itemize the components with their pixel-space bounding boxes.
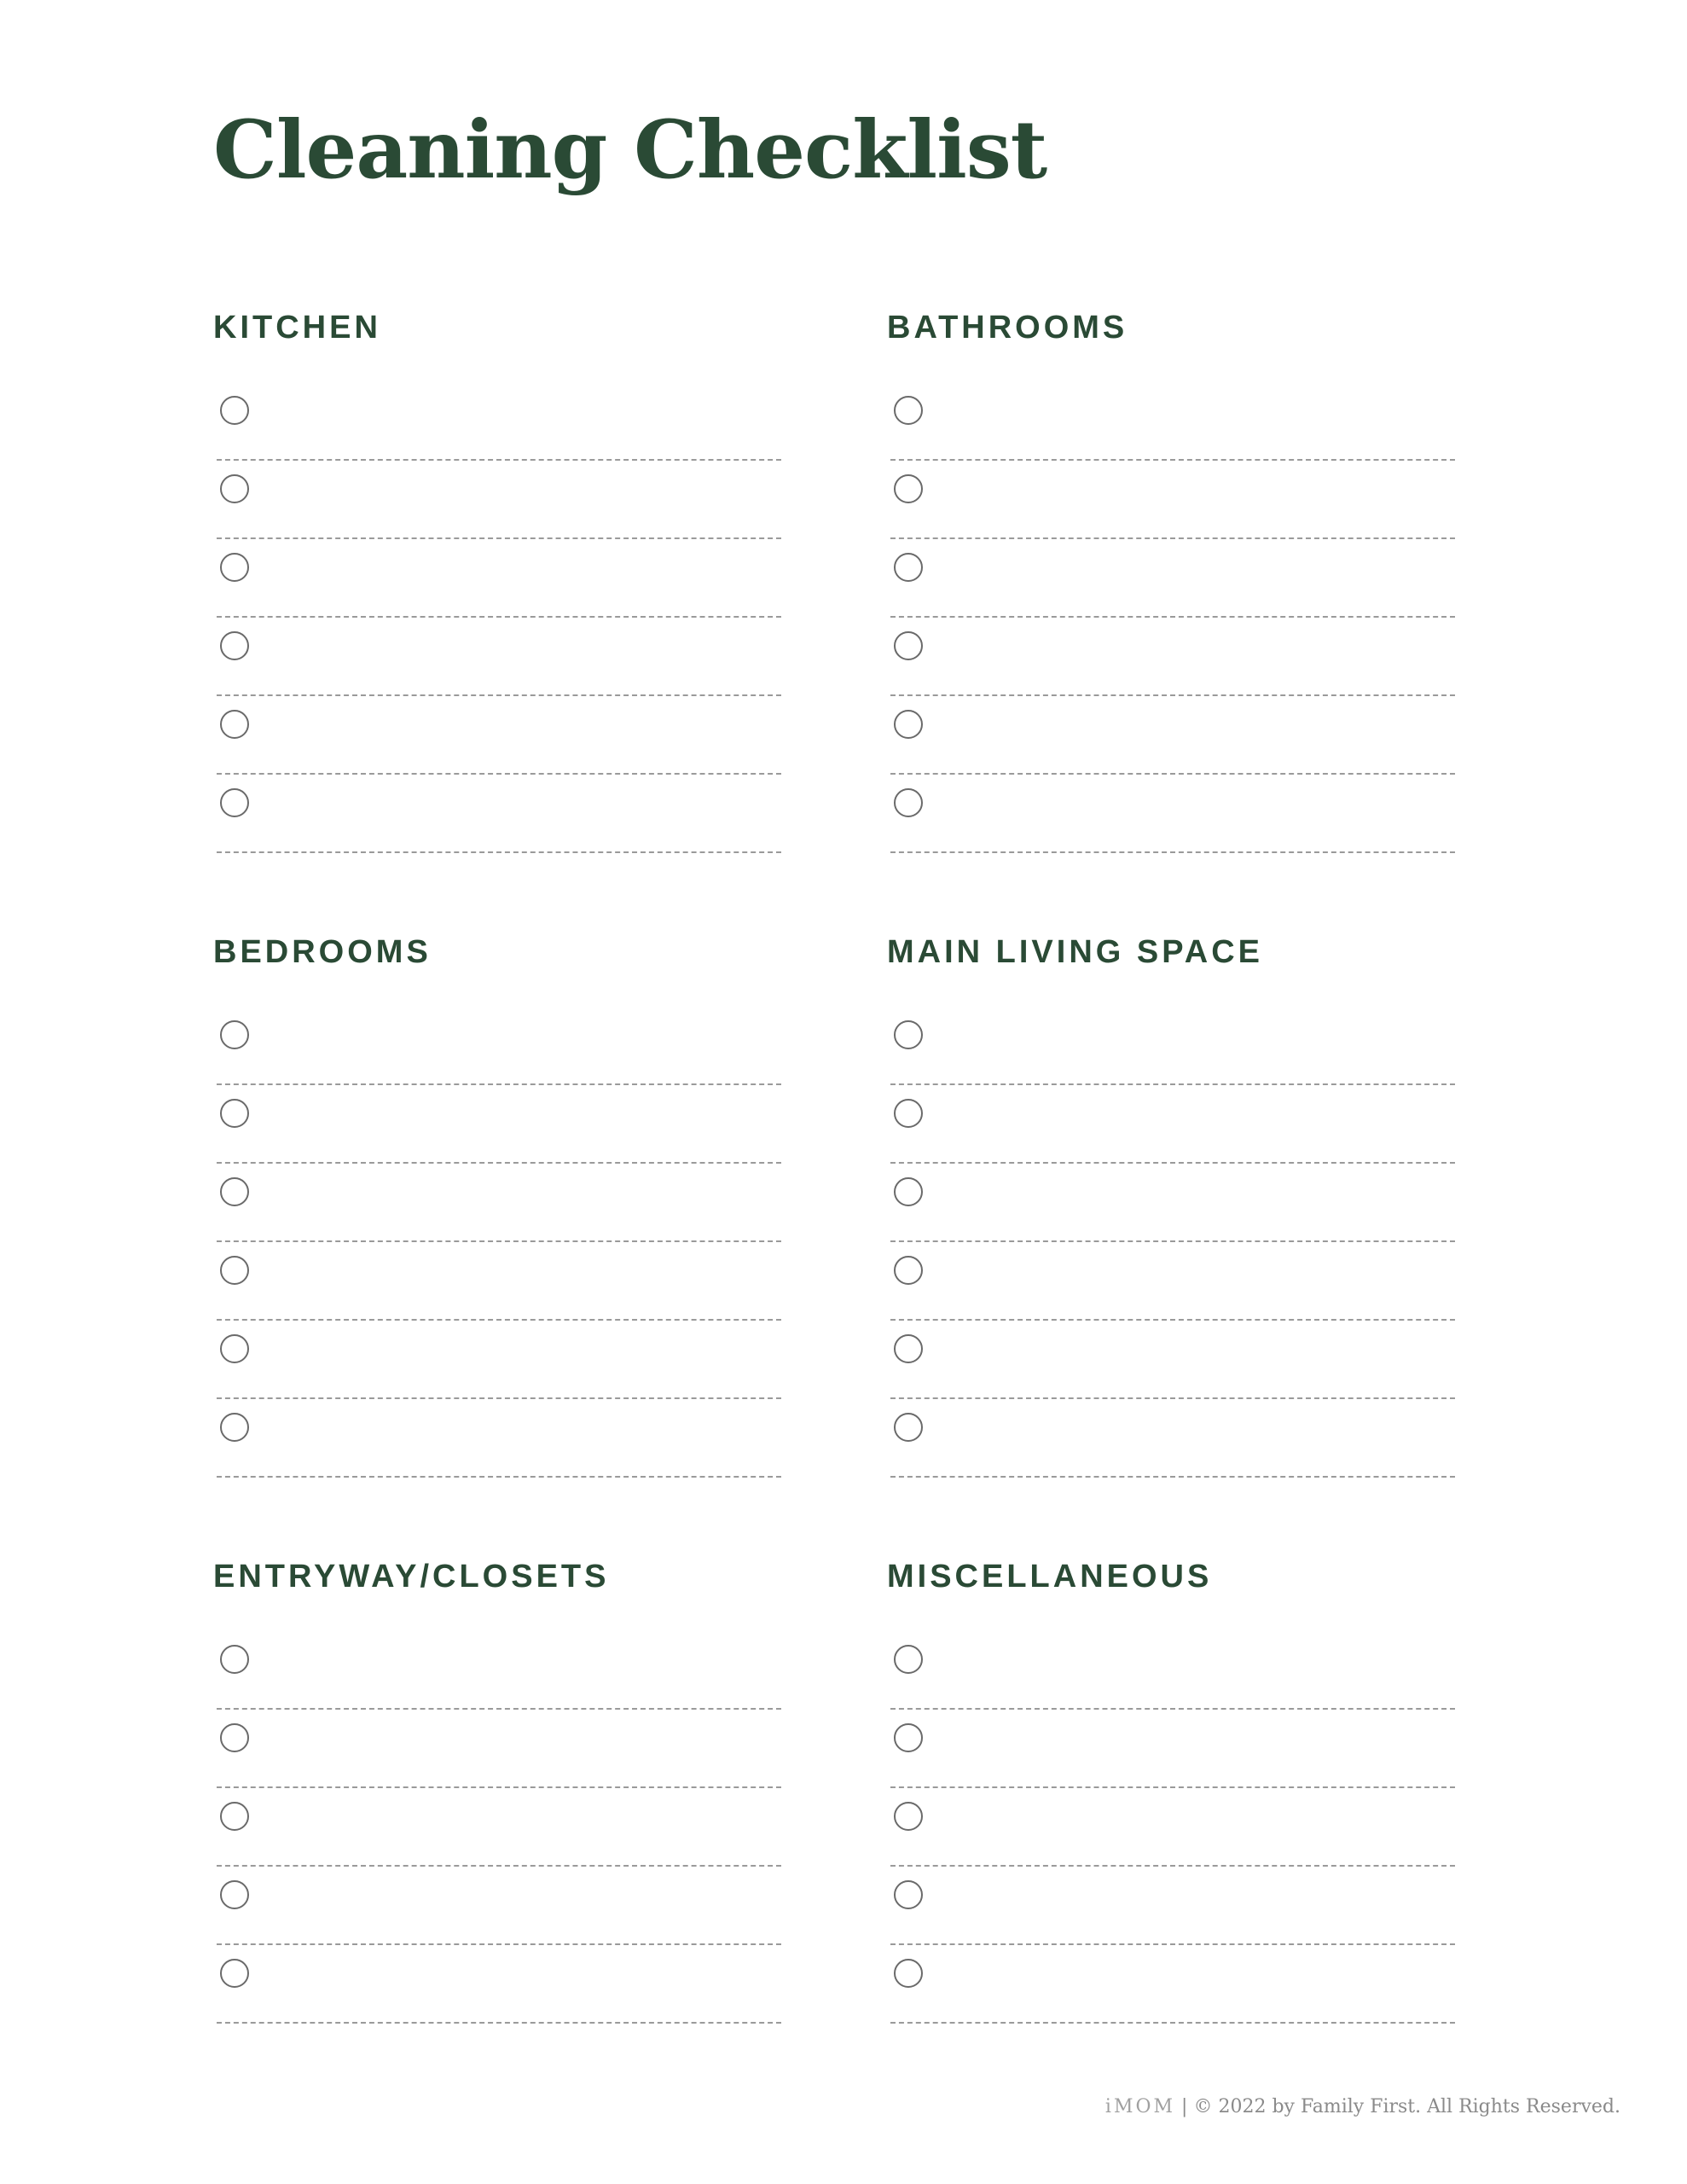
checklist-item: [213, 618, 781, 696]
task-entry-line[interactable]: [938, 783, 1455, 848]
task-entry-line[interactable]: [938, 1875, 1455, 1940]
checklist-item: [887, 1321, 1455, 1399]
checklist-items: [213, 382, 781, 853]
checklist-item: [213, 1164, 781, 1242]
circle-outline-icon[interactable]: [220, 710, 249, 739]
section-bedrooms: [213, 933, 781, 1478]
section-bathrooms: [887, 309, 1455, 853]
circle-outline-icon[interactable]: [894, 474, 923, 503]
task-entry-line[interactable]: [264, 1797, 781, 1862]
dashed-divider: [217, 1476, 781, 1478]
task-entry-line[interactable]: [264, 626, 781, 691]
checklist-item: [213, 1399, 781, 1478]
checklist-item: [213, 1710, 781, 1788]
circle-outline-icon[interactable]: [894, 1177, 923, 1206]
task-entry-line[interactable]: [264, 1094, 781, 1159]
checklist-items: [887, 382, 1455, 853]
task-entry-line[interactable]: [938, 1640, 1455, 1705]
section-miscellaneous: [887, 1558, 1455, 2024]
section-heading: BEDROOMS: [213, 934, 432, 970]
checklist-item: [213, 1085, 781, 1164]
circle-outline-icon[interactable]: [894, 553, 923, 582]
circle-outline-icon[interactable]: [220, 1020, 249, 1049]
checklist-item: [887, 1788, 1455, 1867]
task-entry-line[interactable]: [264, 1251, 781, 1316]
section-heading: ENTRYWAY/CLOSETS: [213, 1559, 610, 1594]
checklist-item: [887, 696, 1455, 775]
circle-outline-icon[interactable]: [220, 1256, 249, 1285]
checklist-item: [213, 1945, 781, 2024]
task-entry-line[interactable]: [938, 1251, 1455, 1316]
task-entry-line[interactable]: [264, 783, 781, 848]
checklist-item: [213, 461, 781, 539]
checklist-item: [213, 1788, 781, 1867]
task-entry-line[interactable]: [264, 469, 781, 534]
task-entry-line[interactable]: [264, 705, 781, 770]
footer-brand: iMOM: [1104, 2096, 1176, 2117]
checklist-items: [213, 1007, 781, 1478]
checklist-item: [213, 382, 781, 461]
checklist-items: [887, 1007, 1455, 1478]
checklist-item: [887, 618, 1455, 696]
task-entry-line[interactable]: [938, 548, 1455, 613]
circle-outline-icon[interactable]: [220, 631, 249, 660]
dashed-divider: [890, 1476, 1455, 1478]
checklist-item: [213, 1867, 781, 1945]
checklist-item: [213, 1631, 781, 1710]
footer-copyright: [1105, 2096, 1620, 2117]
task-entry-line[interactable]: [938, 1172, 1455, 1237]
task-entry-line[interactable]: [938, 626, 1455, 691]
circle-outline-icon[interactable]: [894, 1880, 923, 1909]
circle-outline-icon[interactable]: [894, 1099, 923, 1128]
circle-outline-icon[interactable]: [894, 1723, 923, 1752]
task-entry-line[interactable]: [264, 391, 781, 456]
checklist-item: [213, 1242, 781, 1321]
checklist-item: [213, 539, 781, 618]
circle-outline-icon[interactable]: [220, 1099, 249, 1128]
task-entry-line[interactable]: [938, 391, 1455, 456]
task-entry-line[interactable]: [264, 1640, 781, 1705]
circle-outline-icon[interactable]: [894, 1020, 923, 1049]
circle-outline-icon[interactable]: [220, 1880, 249, 1909]
task-entry-line[interactable]: [264, 1875, 781, 1940]
circle-outline-icon[interactable]: [894, 1645, 923, 1674]
checklist-item: [213, 775, 781, 853]
task-entry-line[interactable]: [938, 1015, 1455, 1080]
checklist-item: [887, 1867, 1455, 1945]
checklist-item: [887, 1945, 1455, 2024]
task-entry-line[interactable]: [938, 1718, 1455, 1783]
checklist-item: [887, 539, 1455, 618]
task-entry-line[interactable]: [938, 469, 1455, 534]
circle-outline-icon[interactable]: [220, 788, 249, 817]
checklist-item: [213, 1007, 781, 1085]
circle-outline-icon[interactable]: [220, 1802, 249, 1831]
circle-outline-icon[interactable]: [894, 631, 923, 660]
section-entryway-closets: [213, 1558, 781, 2024]
circle-outline-icon[interactable]: [894, 396, 923, 425]
footer-copyright-text: © 2022 by Family First. All Rights Reserved.: [1193, 2096, 1620, 2117]
circle-outline-icon[interactable]: [220, 396, 249, 425]
section-main-living-space: [887, 933, 1455, 1478]
checklist-item: [887, 1242, 1455, 1321]
task-entry-line[interactable]: [264, 1172, 781, 1237]
checklist-item: [887, 1631, 1455, 1710]
section-heading: MISCELLANEOUS: [887, 1559, 1213, 1594]
checklist-items: [887, 1631, 1455, 2024]
circle-outline-icon[interactable]: [894, 710, 923, 739]
dashed-divider: [890, 851, 1455, 853]
circle-outline-icon[interactable]: [894, 1802, 923, 1831]
task-entry-line[interactable]: [938, 1797, 1455, 1862]
section-heading: KITCHEN: [213, 310, 381, 346]
task-entry-line[interactable]: [938, 1094, 1455, 1159]
circle-outline-icon[interactable]: [894, 1334, 923, 1363]
dashed-divider: [217, 851, 781, 853]
task-entry-line[interactable]: [264, 548, 781, 613]
task-entry-line[interactable]: [264, 1408, 781, 1472]
page-title: Cleaning Checklist: [213, 103, 1047, 197]
circle-outline-icon[interactable]: [220, 553, 249, 582]
checklist-item: [887, 1399, 1455, 1478]
checklist-item: [887, 775, 1455, 853]
dashed-divider: [890, 2022, 1455, 2024]
circle-outline-icon[interactable]: [220, 1959, 249, 1988]
dashed-divider: [217, 2022, 781, 2024]
section-heading: MAIN LIVING SPACE: [887, 934, 1263, 970]
checklist-item: [887, 461, 1455, 539]
circle-outline-icon[interactable]: [894, 1256, 923, 1285]
section-kitchen: [213, 309, 781, 853]
circle-outline-icon[interactable]: [894, 1413, 923, 1442]
circle-outline-icon[interactable]: [220, 1177, 249, 1206]
circle-outline-icon[interactable]: [894, 1959, 923, 1988]
checklist-item: [213, 1321, 781, 1399]
task-entry-line[interactable]: [938, 1954, 1455, 2018]
checklist-item: [887, 1710, 1455, 1788]
circle-outline-icon[interactable]: [220, 1334, 249, 1363]
circle-outline-icon[interactable]: [894, 788, 923, 817]
task-entry-line[interactable]: [938, 1408, 1455, 1472]
circle-outline-icon[interactable]: [220, 1413, 249, 1442]
task-entry-line[interactable]: [938, 1329, 1455, 1394]
task-entry-line[interactable]: [264, 1718, 781, 1783]
circle-outline-icon[interactable]: [220, 474, 249, 503]
checklist-item: [887, 1085, 1455, 1164]
task-entry-line[interactable]: [264, 1015, 781, 1080]
section-heading: BATHROOMS: [887, 310, 1128, 346]
checklist-item: [887, 382, 1455, 461]
task-entry-line[interactable]: [264, 1329, 781, 1394]
footer-separator: |: [1181, 2096, 1188, 2117]
circle-outline-icon[interactable]: [220, 1645, 249, 1674]
checklist-item: [887, 1007, 1455, 1085]
checklist-item: [213, 696, 781, 775]
checklist-item: [887, 1164, 1455, 1242]
task-entry-line[interactable]: [264, 1954, 781, 2018]
task-entry-line[interactable]: [938, 705, 1455, 770]
checklist-items: [213, 1631, 781, 2024]
circle-outline-icon[interactable]: [220, 1723, 249, 1752]
